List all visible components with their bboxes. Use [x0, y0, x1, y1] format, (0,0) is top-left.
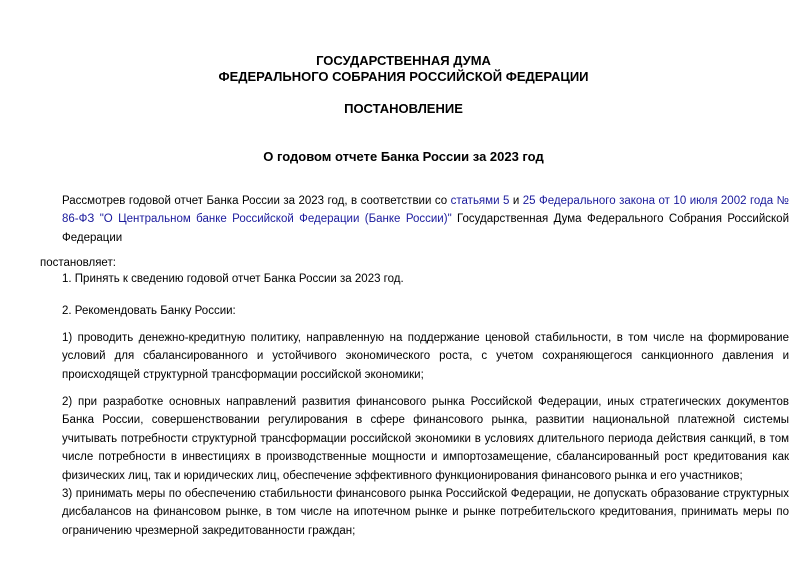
federal-law-link[interactable]: 25 Федерального закона от 10 июля 2002 года № 86-ФЗ "О Центральном банке Российской Федерации (Банке России)" [62, 195, 789, 226]
issuer-name-line2: ФЕДЕРАЛЬНОГО СОБРАНИЯ РОССИЙСКОЙ ФЕДЕРАЦИИ [218, 69, 589, 84]
subitem-1: 1) проводить денежно-кредитную политику, направленную на поддержание ценовой стабильности, в том числе на формирование условий для сбалансированного и устойчивого экономического роста, с учетом сохраняющегося санкционного давления и происходящей структурной трансформации российской экономики; [62, 332, 789, 381]
issuer-name-line1: ГОСУДАРСТВЕННАЯ ДУМА [316, 53, 491, 68]
document-title: О годовом отчете Банка России за 2023 год [263, 149, 544, 164]
subitem-3: 3) принимать меры по обеспечению стабильности финансового рынка Российской Федерации, не допускать образование структурных дисбалансов на финансовом рынке, в том числе на ипотечном рынке и рынке потребительского кредитования, принимать меры по ограничению чрезмерной закредитованности граждан; [62, 488, 789, 537]
item-1: 1. Принять к сведению годовой отчет Банка России за 2023 год. [62, 273, 404, 285]
subitem-2: 2) при разработке основных направлений развития финансового рынка Российской Федерации, иных стратегических документов Банка России, совершенствовании регулирования в сфере финансового рынка, развитии национальной платежной системы учитывать потребности структурной трансформации российской экономики в условиях длительного периода действия санкций, в том числе потребности в инвестициях в производственные мощности и импортозамещение, сбалансированный рост кредитования как физических лиц, так и юридических лиц, обеспечение эффективного функционирования финансового рынка и его участников; [62, 396, 789, 482]
preamble-text-2: и [509, 195, 523, 207]
document-type: ПОСТАНОВЛЕНИЕ [344, 101, 463, 116]
preamble-text-3: Государственная Дума Федерального Собрания Российской Федерации [62, 213, 789, 244]
article-5-link[interactable]: статьями 5 [450, 195, 510, 207]
preamble-paragraph [40, 192, 789, 247]
resolves-text: постановляет: [40, 257, 116, 269]
preamble-text-1: Рассмотрев годовой отчет Банка России за 2023 год, в соответствии со [62, 195, 451, 207]
item-2: 2. Рекомендовать Банку России: [62, 305, 236, 317]
